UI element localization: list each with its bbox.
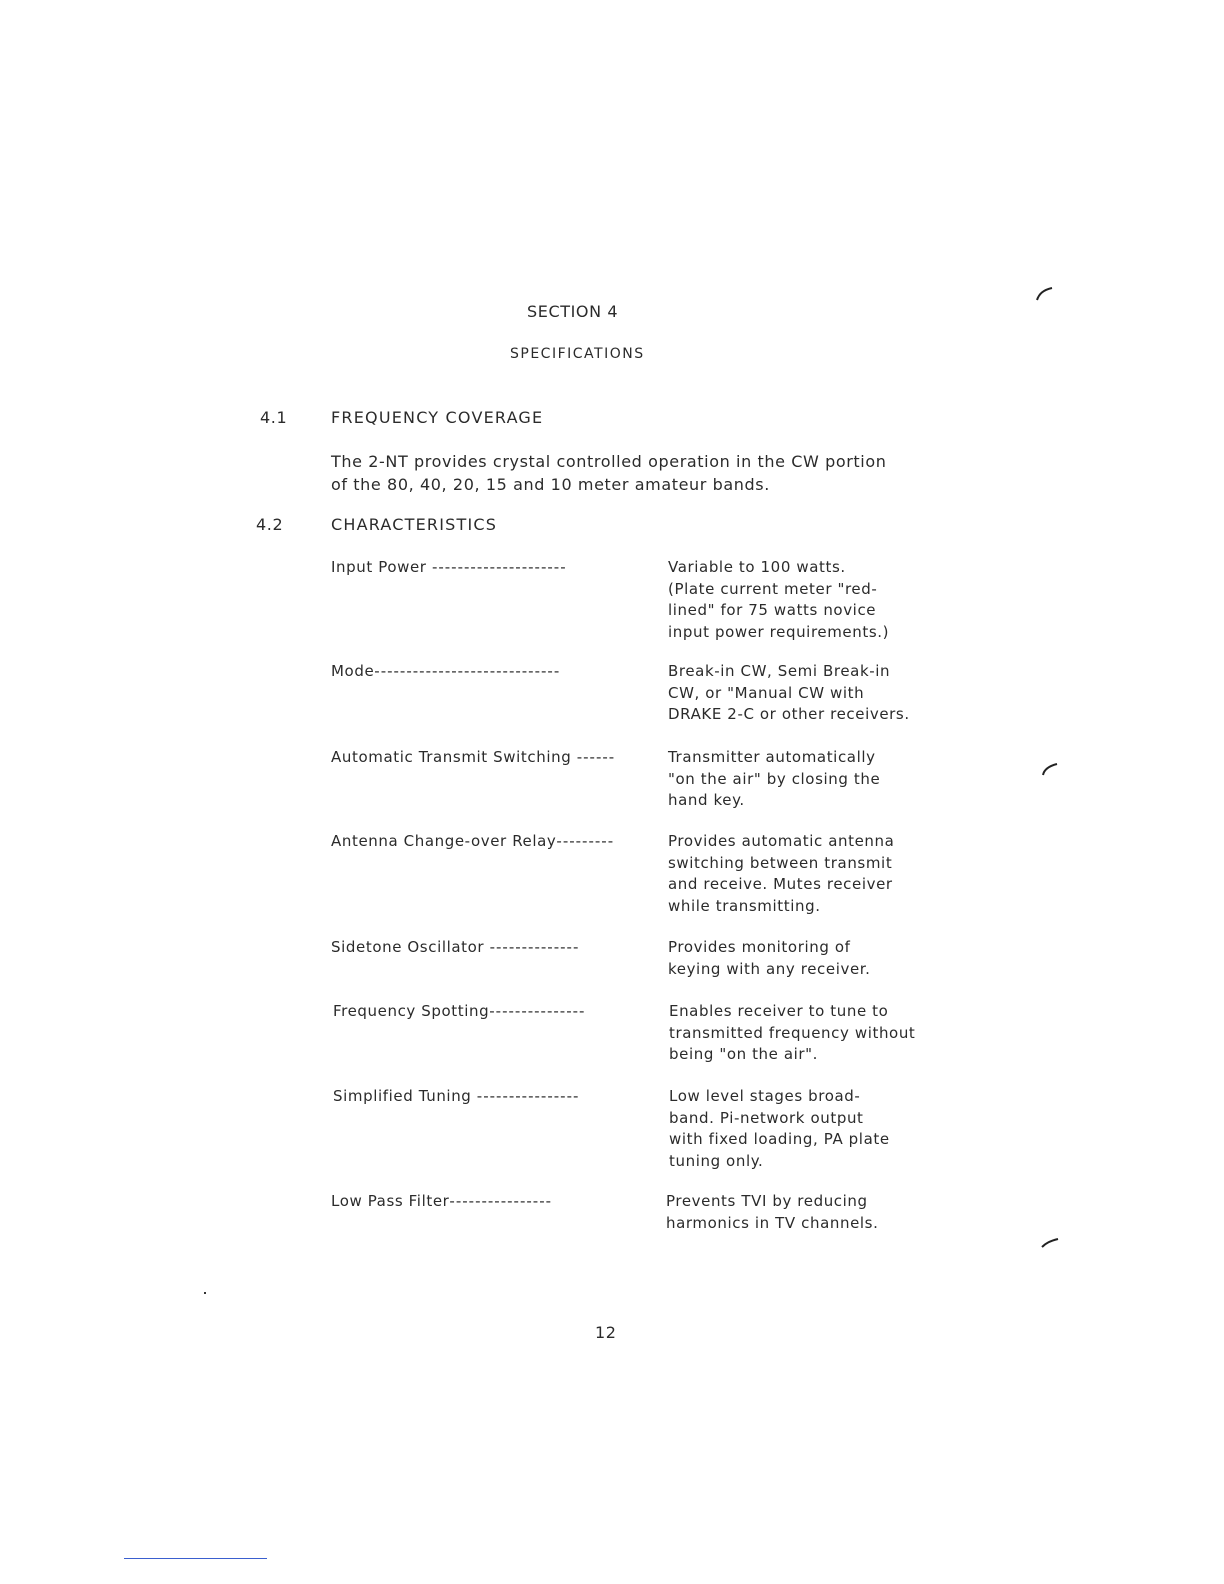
footnote-rule — [124, 1558, 267, 1559]
spec-value-line: switching between transmit — [668, 853, 893, 872]
spec-value-line: "on the air" by closing the — [668, 769, 881, 788]
margin-mark-icon — [1034, 284, 1056, 302]
spec-label — [331, 558, 567, 576]
subsection-number: 4.2 — [256, 515, 284, 534]
spec-name: Low Pass Filter — [331, 1192, 450, 1210]
spec-label — [331, 748, 615, 766]
leader-dots: ------ — [576, 748, 616, 766]
spec-value-line: keying with any receiver. — [668, 959, 871, 978]
spec-value — [669, 1001, 915, 1066]
spec-value — [666, 1191, 878, 1234]
margin-mark-icon — [1040, 760, 1060, 778]
spec-value-line: Provides automatic antenna — [668, 832, 895, 850]
subsection-number: 4.1 — [260, 408, 288, 427]
spec-name: Automatic Transmit Switching — [331, 748, 572, 766]
section-title: SECTION 4 — [527, 302, 619, 321]
leader-dots: --------- — [556, 832, 615, 850]
spec-value-line: Break-in CW, Semi Break-in — [668, 662, 891, 680]
subsection-heading: CHARACTERISTICS — [331, 515, 498, 534]
spec-label — [331, 662, 560, 680]
spec-name: Antenna Change-over Relay — [331, 832, 557, 850]
spec-value — [668, 937, 871, 980]
spec-value-line: (Plate current meter "red- — [668, 579, 878, 598]
spec-name: Sidetone Oscillator — [331, 938, 485, 956]
spec-value-line: while transmitting. — [668, 896, 821, 915]
leader-dots: ---------------- — [449, 1192, 553, 1210]
spec-value-line: being "on the air". — [669, 1045, 819, 1063]
spec-label — [333, 1002, 585, 1020]
spec-value — [669, 1086, 890, 1172]
spec-value-line: input power requirements.) — [668, 622, 890, 641]
leader-dots: -------------- — [489, 938, 580, 956]
spec-label — [331, 832, 614, 850]
paragraph-line: The 2-NT provides crystal controlled operation in the CW portion — [331, 452, 887, 471]
leader-dots: ---------------- — [476, 1087, 580, 1105]
spec-label — [333, 1087, 579, 1105]
spec-value — [668, 747, 880, 812]
spec-name: Input Power — [331, 558, 427, 576]
spec-value-line: tuning only. — [669, 1151, 764, 1170]
spec-name: Simplified Tuning — [333, 1087, 472, 1105]
leader-dots: ----------------------------- — [374, 662, 561, 680]
spec-value-line: lined" for 75 watts novice — [668, 601, 877, 619]
spec-value-line: DRAKE 2-C or other receivers. — [668, 705, 910, 723]
leader-dots: --------------------- — [431, 558, 567, 576]
scan-speck — [204, 1292, 206, 1294]
spec-value-line: band. Pi-network output — [669, 1108, 864, 1127]
spec-value — [668, 557, 889, 643]
spec-value-line: Prevents TVI by reducing — [666, 1192, 868, 1210]
margin-mark-icon — [1040, 1236, 1060, 1250]
spec-value-line: and receive. Mutes receiver — [668, 875, 893, 893]
spec-value-line: Variable to 100 watts. — [668, 558, 846, 576]
spec-value-line: Transmitter automatically — [668, 748, 876, 766]
paragraph — [331, 450, 887, 496]
spec-name: Mode — [331, 662, 375, 680]
spec-value-line: Low level stages broad- — [669, 1087, 861, 1105]
spec-value-line: CW, or "Manual CW with — [668, 683, 865, 702]
spec-value — [668, 831, 894, 917]
spec-value-line: Enables receiver to tune to — [669, 1002, 889, 1020]
spec-name: Frequency Spotting — [333, 1002, 490, 1020]
section-subtitle: SPECIFICATIONS — [510, 346, 645, 362]
spec-label — [331, 1192, 552, 1210]
spec-label — [331, 938, 579, 956]
spec-value-line: with fixed loading, PA plate — [669, 1130, 890, 1148]
page-number: 12 — [595, 1323, 617, 1342]
spec-value-line: transmitted frequency without — [669, 1023, 916, 1042]
paragraph-line: of the 80, 40, 20, 15 and 10 meter amateur bands. — [331, 475, 770, 494]
spec-value — [668, 661, 910, 726]
spec-value-line: harmonics in TV channels. — [666, 1213, 879, 1232]
spec-value-line: Provides monitoring of — [668, 938, 851, 956]
spec-value-line: hand key. — [668, 791, 745, 809]
subsection-heading: FREQUENCY COVERAGE — [331, 408, 544, 427]
leader-dots: --------------- — [489, 1002, 586, 1020]
